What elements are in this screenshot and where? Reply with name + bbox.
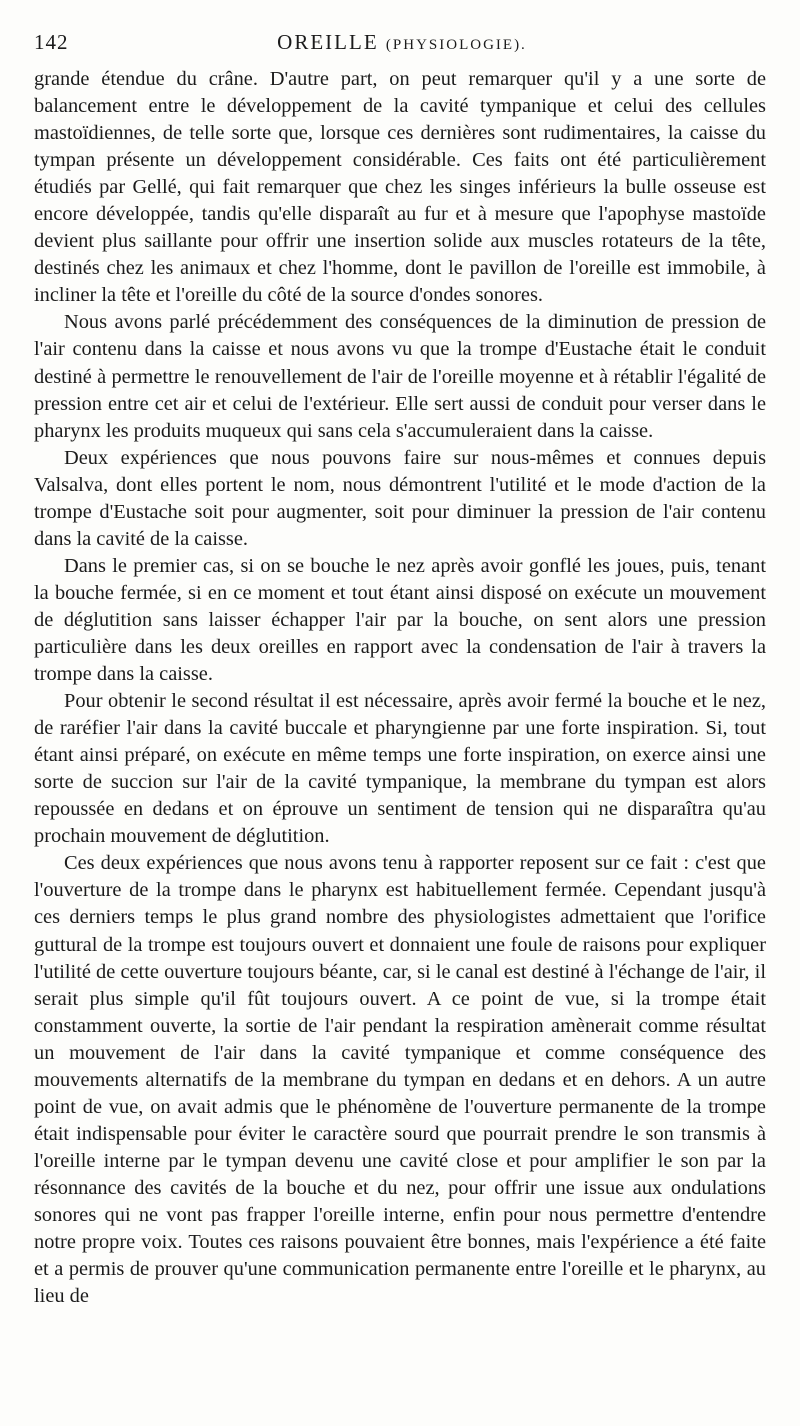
paragraph: grande étendue du crâne. D'autre part, on peut remarquer qu'il y a une sorte de balancement entre le développement de la cavité tympanique et celui des cellules mastoïdiennes, de telle sorte que, lorsque ces dernières sont rudimentaires, la caisse du tympan présente un développement considérable. Ces faits ont été particulièrement étudiés par Gellé, qui fait remarquer que chez les singes inférieurs la bulle osseuse est encore développée, tandis qu'elle disparaît au fur et à mesure que l'apophyse mastoïde devient plus saillante pour offrir une insertion solide aux muscles rotateurs de la tête, destinés chez les animaux et chez l'homme, dont le pavillon de l'oreille est immobile, à incliner la tête et l'oreille du côté de la source d'ondes sonores.: [34, 68, 766, 307]
header-title: OREILLE: [277, 30, 379, 54]
paragraph: Nous avons parlé précédemment des conséquences de la diminution de pression de l'air contenu dans la caisse et nous avons vu que la trompe d'Eustache était le conduit destiné à permettre le renouvellement de l'air de l'oreille moyenne et à rétablir l'égalité de pression entre cet air et celui de l'extérieur. Elle sert aussi de conduit pour verser dans le pharynx les produits muqueux qui sans cela s'accumuleraient dans la caisse.: [34, 311, 766, 442]
paragraph: Pour obtenir le second résultat il est nécessaire, après avoir fermé la bouche et le nez, de raréfier l'air dans la cavité buccale et pharyngienne par une forte inspiration. Si, tout étant ainsi préparé, on exécute en même temps une forte inspiration, on exerce ainsi une sorte de succion sur l'air de la cavité tympanique, la membrane du tympan est alors repoussée en dedans et on éprouve un sentiment de tension qui ne disparaîtra qu'au prochain mouvement de déglutition.: [34, 690, 766, 848]
paragraph: Dans le premier cas, si on se bouche le nez après avoir gonflé les joues, puis, tenant la bouche fermée, si en ce moment et tout étant ainsi disposé on exécute un mouvement de déglutition sans laisser échapper l'air par la bouche, on sent alors une pression particulière dans les deux oreilles en rapport avec la condensation de l'air à travers la trompe dans la caisse.: [34, 554, 766, 686]
header-subtitle: (PHYSIOLOGIE).: [385, 37, 527, 53]
paragraph: Deux expériences que nous pouvons faire sur nous-mêmes et connues depuis Valsalva, dont elles portent le nom, nous démontrent l'utilité et le mode d'action de la trompe d'Eustache soit pour augmenter, soit pour diminuer la pression de l'air contenu dans la cavité de la caisse.: [34, 446, 766, 550]
page-number: 142: [34, 30, 69, 54]
body-text: [34, 66, 766, 1310]
running-header: [34, 30, 770, 60]
paragraph: Ces deux expériences que nous avons tenu à rapporter reposent sur ce fait : c'est que l'ouverture de la trompe dans le pharynx est habituellement fermée. Cependant jusqu'à ces derniers temps le plus grand nombre des physiologistes admettaient que l'orifice guttural de la trompe est toujours ouvert et donnaient une foule de raisons pour expliquer l'utilité de cette ouverture toujours béante, car, si le canal est destiné à l'échange de l'air, il serait plus simple qu'il fût toujours ouvert. A ce point de vue, si la trompe était constamment ouverte, la sortie de l'air pendant la respiration amènerait comme résultat un mouvement de l'air dans la cavité tympanique et comme conséquence des mouvements alternatifs de la membrane du tympan en dedans et en dehors. A un autre point de vue, on avait admis que le phénomène de l'ouverture permanente de la trompe était indispensable pour éviter le caractère sourd que pourrait prendre le son transmis à l'oreille interne par le tympan devenu une cavité close et pour amplifier le son par la résonnance des cavités de la bouche et du nez, pour offrir une issue aux ondulations sonores qui ne vont pas frapper l'oreille interne, enfin pour nous permettre d'entendre notre propre voix. Toutes ces raisons pouvaient être bonnes, mais l'expérience a été faite et a permis de prouver qu'une communication permanente entre l'oreille et le pharynx, au lieu de: [34, 852, 766, 1308]
running-title: [34, 30, 770, 55]
